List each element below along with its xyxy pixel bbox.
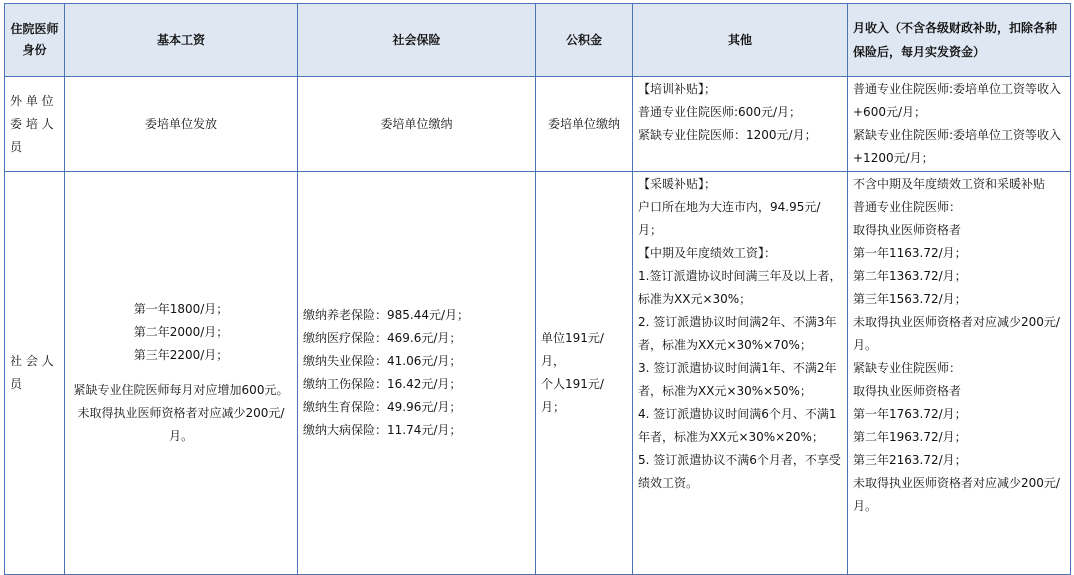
row2-income-line: 第二年1963.72/月； — [853, 430, 967, 444]
row2-other-line: 1.签订派遣协议时间满三年及以上者，标准为XX元×30%； — [638, 269, 842, 306]
header-other: 其他 — [633, 4, 848, 77]
header-row — [5, 4, 1071, 77]
row2-income-line: 不含中期及年度绩效工资和采暖补贴 — [853, 177, 1046, 191]
row1-income-line: 紧缺专业住院医师:委培单位工资等收入+1200元/月； — [853, 128, 1062, 165]
row2-income-line: 未取得执业医师资格者对应减少200元/月。 — [853, 476, 1060, 513]
row1-income-line: 普通专业住院医师:委培单位工资等收入+600元/月； — [853, 82, 1062, 119]
spacer — [70, 367, 292, 379]
row-entrusted-trainees — [5, 77, 1071, 172]
row2-income-line: 未取得执业医师资格者对应减少200元/月。 — [853, 315, 1060, 352]
row2-income-line: 取得执业医师资格者 — [853, 384, 962, 398]
row2-fund-employer: 单位191元/月， — [541, 331, 604, 368]
row2-insurance-unemployment: 缴纳失业保险：41.06元/月； — [303, 354, 462, 368]
salary-table — [4, 3, 1071, 575]
row1-other-line: 【培训补贴】； — [638, 82, 717, 96]
row2-social-insurance — [298, 172, 536, 575]
row1-housing-fund: 委培单位缴纳 — [536, 77, 633, 172]
row2-income-line: 普通专业住院医师： — [853, 200, 962, 214]
row2-insurance-work-injury: 缴纳工伤保险：16.42元/月； — [303, 377, 462, 391]
row2-salary-year3: 第三年2200/月； — [133, 348, 229, 362]
header-basic-salary: 基本工资 — [65, 4, 298, 77]
row2-income-line: 第一年1163.72/月； — [853, 246, 967, 260]
row2-salary-year1: 第一年1800/月； — [133, 302, 229, 316]
row2-other-line: 【中期及年度绩效工资】： — [638, 246, 777, 260]
row2-salary-shortage: 紧缺专业住院医师每月对应增加600元。 — [73, 383, 289, 397]
salary-table-container — [4, 3, 1070, 571]
header-identity: 住院医师身份 — [5, 4, 65, 77]
row2-insurance-pension: 缴纳养老保险：985.44元/月； — [303, 308, 470, 322]
header-social-insurance: 社会保险 — [298, 4, 536, 77]
row2-income-line: 第三年1563.72/月； — [853, 292, 967, 306]
row2-basic-salary — [65, 172, 298, 575]
row2-housing-fund — [536, 172, 633, 575]
row2-insurance-medical: 缴纳医疗保险：469.6元/月； — [303, 331, 462, 345]
row-social-personnel — [5, 172, 1071, 575]
row2-insurance-serious-illness: 缴纳大病保险：11.74元/月； — [303, 423, 462, 437]
header-monthly-income: 月收入（不含各级财政补助，扣除各种保险后，每月实发资金） — [848, 4, 1071, 77]
row2-other-line: 户口所在地为大连市内，94.95元/月； — [638, 200, 821, 237]
row2-other — [633, 172, 848, 575]
row2-other-line: 【采暖补贴】； — [638, 177, 717, 191]
row2-other-line: 5. 签订派遣协议不满6个月者，不享受绩效工资。 — [638, 453, 841, 490]
row1-social-insurance: 委培单位缴纳 — [298, 77, 536, 172]
row2-fund-personal: 个人191元/月； — [541, 377, 604, 414]
row2-income-line: 第二年1363.72/月； — [853, 269, 967, 283]
row2-identity: 社 会 人 员 — [5, 172, 65, 575]
row2-income-line: 第一年1763.72/月； — [853, 407, 967, 421]
row1-income — [848, 77, 1071, 172]
row1-other-line: 紧缺专业住院医师：1200元/月； — [638, 128, 817, 142]
row2-income-line: 第三年2163.72/月； — [853, 453, 967, 467]
row2-income-line: 紧缺专业住院医师： — [853, 361, 962, 375]
row1-other — [633, 77, 848, 172]
row1-basic-salary: 委培单位发放 — [65, 77, 298, 172]
row2-income — [848, 172, 1071, 575]
row2-other-line: 4. 签订派遣协议时间满6个月、不满1年者，标准为XX元×30%×20%； — [638, 407, 837, 444]
row2-salary-year2: 第二年2000/月； — [133, 325, 229, 339]
row2-other-line: 2. 签订派遣协议时间满2年、不满3年者，标准为XX元×30%×70%； — [638, 315, 837, 352]
row1-identity: 外 单 位 委 培 人 员 — [5, 77, 65, 172]
header-housing-fund: 公积金 — [536, 4, 633, 77]
row2-salary-no-license: 未取得执业医师资格者对应减少200元/月。 — [77, 406, 285, 443]
row2-other-line: 3. 签订派遣协议时间满1年、不满2年者，标准为XX元×30%×50%； — [638, 361, 837, 398]
row2-insurance-maternity: 缴纳生育保险：49.96元/月； — [303, 400, 462, 414]
row2-income-line: 取得执业医师资格者 — [853, 223, 962, 237]
row1-other-line: 普通专业住院医师:600元/月； — [638, 105, 801, 119]
